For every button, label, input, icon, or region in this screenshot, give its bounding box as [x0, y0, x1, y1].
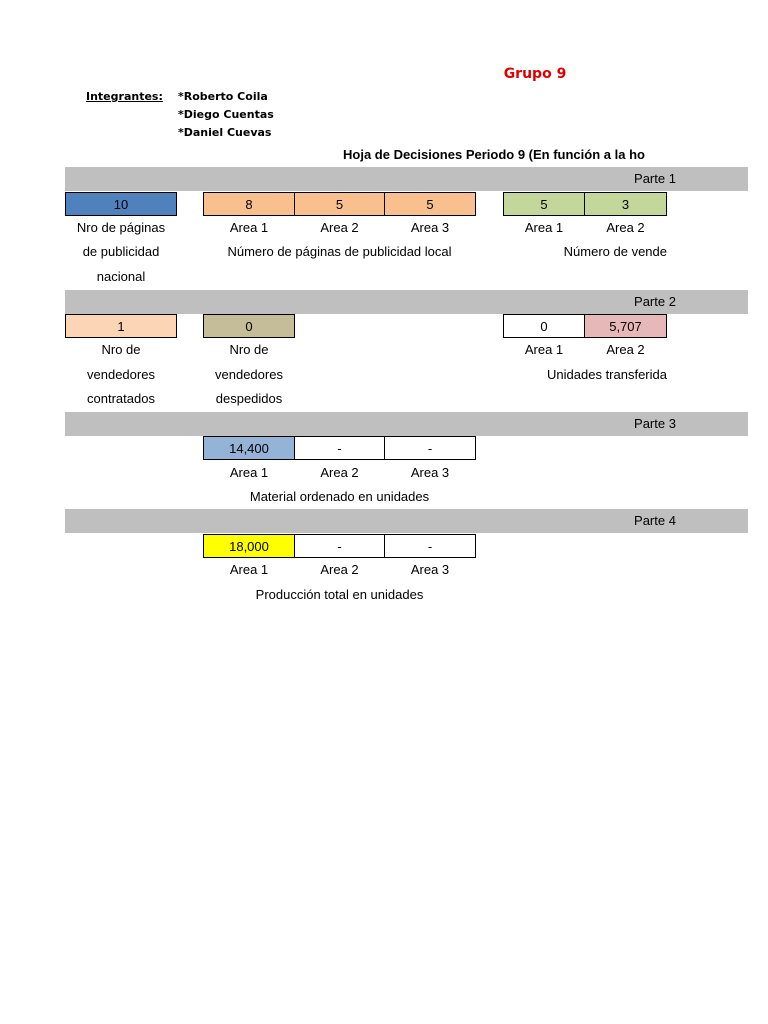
transferred-area1-cell[interactable]: 0 [503, 314, 585, 338]
material-area2-label: Area 2 [320, 465, 359, 480]
production-area1-cell[interactable]: 18,000 [203, 534, 295, 558]
member-3: *Daniel Cuevas [178, 126, 272, 139]
fired-cell[interactable]: 0 [203, 314, 295, 338]
hired-caption-line1: Nro de [101, 342, 141, 357]
hired-caption-line3: contratados [87, 391, 155, 406]
hired-cell[interactable]: 1 [65, 314, 177, 338]
part1-band [65, 167, 748, 191]
production-area1-label: Area 1 [229, 562, 269, 577]
national-caption-line2: de publicidad [82, 244, 160, 259]
material-area1-cell[interactable]: 14,400 [203, 436, 295, 460]
fired-caption-line1: Nro de [229, 342, 269, 357]
transferred-area1-label: Area 1 [524, 342, 564, 357]
fired-caption-line2: vendedores [215, 367, 283, 382]
transferred-area2-cell[interactable]: 5,707 [584, 314, 667, 338]
material-area2-cell[interactable]: - [294, 436, 385, 460]
production-area3-cell[interactable]: - [384, 534, 476, 558]
group-title: Grupo 9 [503, 66, 567, 82]
material-area3-cell[interactable]: - [384, 436, 476, 460]
part1-area2-label: Area 2 [320, 220, 359, 235]
national-caption-line3: nacional [96, 269, 146, 284]
hired-caption-line2: vendedores [87, 367, 155, 382]
transferred-caption: Unidades transferida [547, 367, 667, 382]
part1-label: Parte 1 [634, 171, 676, 186]
part2-label: Parte 2 [634, 294, 676, 309]
production-area2-cell[interactable]: - [294, 534, 385, 558]
sellers-area2-cell[interactable]: 3 [584, 192, 667, 216]
production-area2-label: Area 2 [320, 562, 359, 577]
local-pages-area1-cell[interactable]: 8 [203, 192, 295, 216]
production-area3-label: Area 3 [410, 562, 450, 577]
part1-area1-label: Area 1 [229, 220, 269, 235]
local-pages-area3-cell[interactable]: 5 [384, 192, 476, 216]
sheet-title: Hoja de Decisiones Periodo 9 (En función a la ho [343, 147, 645, 162]
material-area1-label: Area 1 [229, 465, 269, 480]
production-caption: Producción total en unidades [255, 587, 424, 602]
part3-band [65, 412, 748, 436]
members-label: Integrantes: [86, 90, 163, 103]
fired-caption-line3: despedidos [215, 391, 283, 406]
part2-band [65, 290, 748, 314]
member-2: *Diego Cuentas [178, 108, 274, 121]
sellers-area1-label: Area 1 [524, 220, 564, 235]
material-caption: Material ordenado en unidades [249, 489, 430, 504]
transferred-area2-label: Area 2 [606, 342, 645, 357]
member-1: *Roberto Coila [178, 90, 268, 103]
part3-label: Parte 3 [634, 416, 676, 431]
local-pages-area2-cell[interactable]: 5 [294, 192, 385, 216]
part4-label: Parte 4 [634, 513, 676, 528]
material-area3-label: Area 3 [410, 465, 450, 480]
part4-band [65, 509, 748, 533]
sellers-area1-cell[interactable]: 5 [503, 192, 585, 216]
local-pages-caption: Número de páginas de publicidad local [227, 244, 452, 259]
sellers-caption: Número de vende [563, 244, 667, 259]
part1-area3-label: Area 3 [410, 220, 450, 235]
national-caption-line1: Nro de páginas [76, 220, 166, 235]
sellers-area2-label: Area 2 [606, 220, 645, 235]
national-pages-cell[interactable]: 10 [65, 192, 177, 216]
